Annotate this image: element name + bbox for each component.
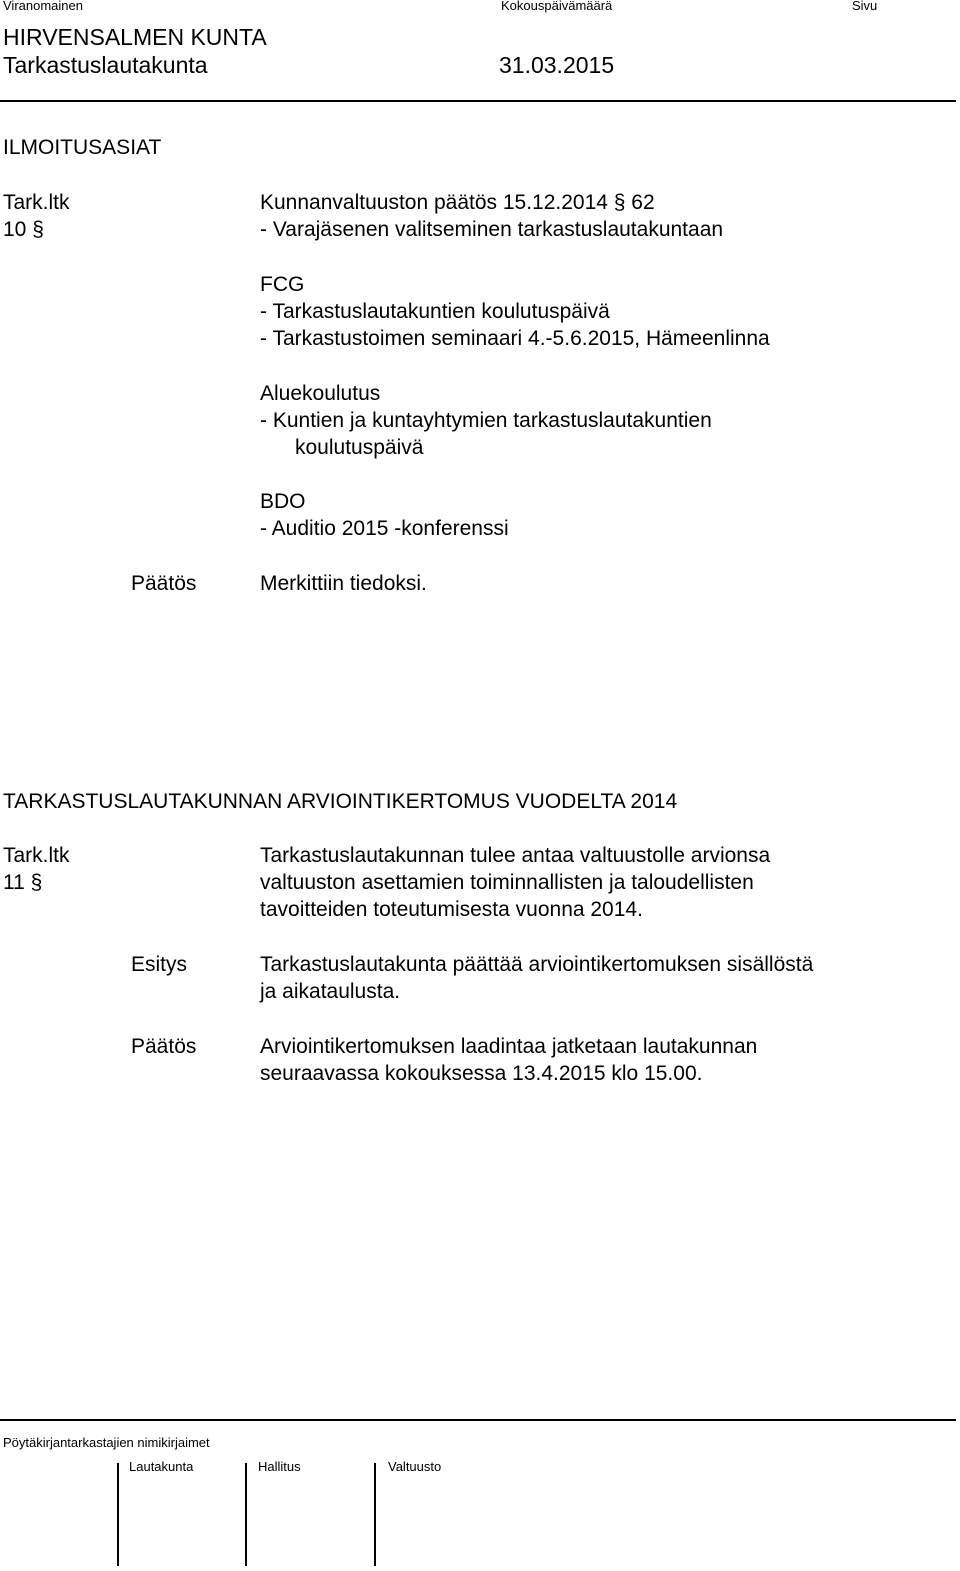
signatures-label: Pöytäkirjantarkastajien nimikirjaimet: [3, 1435, 210, 1450]
subheading-aluekoulutus: Aluekoulutus: [260, 382, 381, 405]
section-number: 11 §: [3, 871, 43, 894]
footer-divider: [0, 1419, 956, 1421]
subheading-fcg: FCG: [260, 273, 305, 296]
intro-text: Tarkastuslautakunnan tulee antaa valtuustolle arvionsa: [260, 844, 771, 867]
header-divider: [0, 100, 956, 102]
decision-label: Päätös: [131, 572, 197, 595]
section-heading: ILMOITUSASIAT: [3, 136, 162, 159]
signature-divider: [245, 1463, 247, 1566]
section-tag: Tark.ltk: [3, 191, 70, 214]
list-item: - Kuntien ja kuntayhtymien tarkastuslautakuntien: [260, 409, 712, 432]
meeting-date: 31.03.2015: [499, 52, 615, 78]
item-text: Kunnanvaltuuston päätös 15.12.2014 § 62: [260, 191, 655, 214]
board-name: Tarkastuslautakunta: [3, 52, 208, 78]
list-item: - Auditio 2015 -konferenssi: [260, 517, 509, 540]
section-number: 10 §: [3, 218, 44, 241]
section-heading: TARKASTUSLAUTAKUNNAN ARVIOINTIKERTOMUS VUODELTA 2014: [3, 790, 678, 813]
signature-divider: [374, 1463, 376, 1566]
organization-name: HIRVENSALMEN KUNTA: [3, 24, 267, 50]
list-item: - Tarkastuslautakuntien koulutuspäivä: [260, 300, 610, 323]
proposal-text: ja aikataulusta.: [260, 980, 401, 1003]
section-tag: Tark.ltk: [3, 844, 70, 867]
proposal-text: Tarkastuslautakunta päättää arviointikertomuksen sisällöstä: [260, 953, 814, 976]
signature-column-label: Lautakunta: [129, 1459, 194, 1474]
header-page-label: Sivu: [852, 0, 878, 13]
signature-column-label: Valtuusto: [388, 1459, 442, 1474]
decision-text: Arviointikertomuksen laadintaa jatketaan lautakunnan: [260, 1035, 758, 1058]
header-date-label: Kokouspäivämäärä: [501, 0, 613, 13]
decision-text: seuraavassa kokouksessa 13.4.2015 klo 15.00.: [260, 1062, 703, 1085]
item-text: - Varajäsenen valitseminen tarkastuslautakuntaan: [260, 218, 724, 241]
intro-text: tavoitteiden toteutumisesta vuonna 2014.: [260, 898, 643, 921]
signature-divider: [117, 1463, 119, 1566]
decision-text: Merkittiin tiedoksi.: [260, 572, 427, 595]
list-item: - Tarkastustoimen seminaari 4.-5.6.2015, Hämeenlinna: [260, 327, 770, 350]
header-authority-label: Viranomainen: [3, 0, 83, 13]
signature-column-label: Hallitus: [258, 1459, 301, 1474]
proposal-label: Esitys: [131, 953, 188, 976]
list-item-continuation: koulutuspäivä: [295, 436, 424, 459]
subheading-bdo: BDO: [260, 490, 306, 513]
intro-text: valtuuston asettamien toiminnallisten ja taloudellisten: [260, 871, 754, 894]
decision-label: Päätös: [131, 1035, 197, 1058]
